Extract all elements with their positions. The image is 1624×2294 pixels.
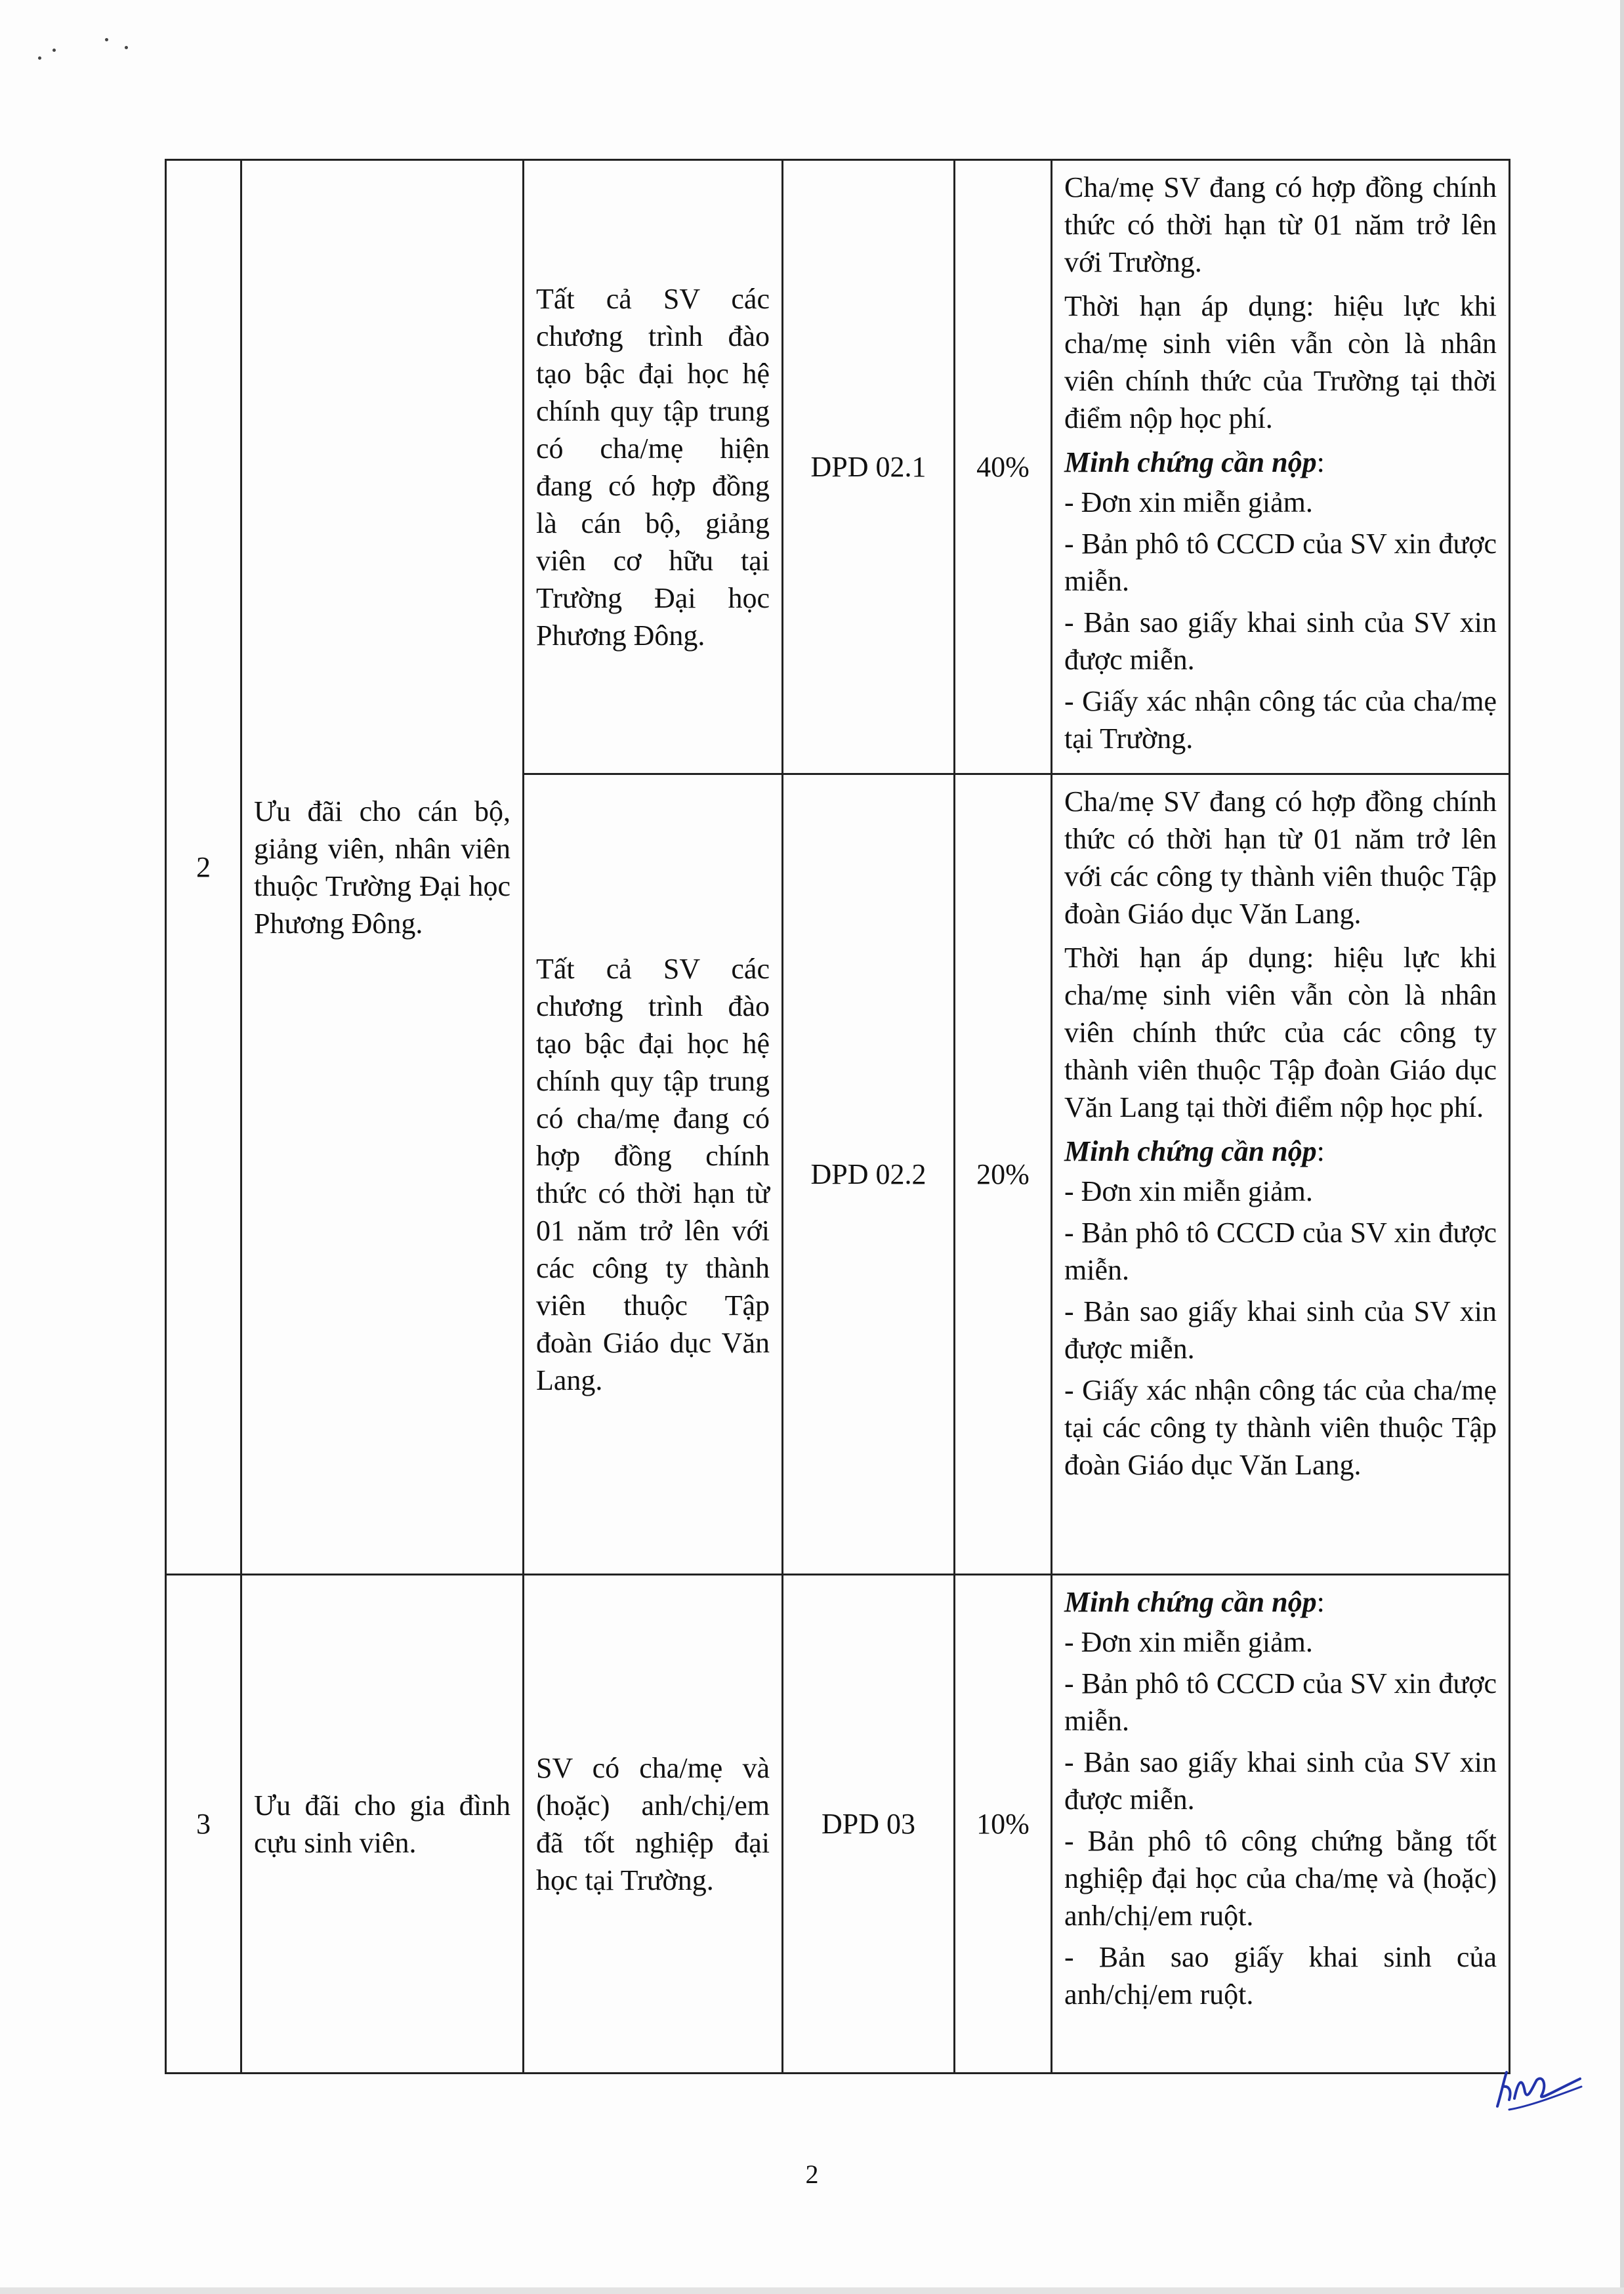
requirement-intro: Cha/mẹ SV đang có hợp đồng chính thức có thời hạn từ 01 năm trở lên với Trường. [1064, 171, 1497, 278]
category-cell [241, 1575, 524, 2074]
requirement-heading: Minh chứng cần nộp: [1064, 446, 1325, 478]
code-cell: DPD 03 [783, 1575, 955, 2074]
policy-table [165, 159, 1510, 2074]
code-cell: DPD 02.1 [783, 160, 955, 774]
requirement-item: - Bản phô tô CCCD của SV xin được miễn. [1064, 528, 1497, 597]
requirement-item: - Bản phô tô CCCD của SV xin được miễn. [1064, 1217, 1497, 1286]
requirement-item: - Bản sao giấy khai sinh của SV xin được miễn. [1064, 606, 1497, 676]
scan-speck [52, 49, 56, 52]
table-row [166, 1575, 1510, 2074]
requirement-item: - Bản phô tô CCCD của SV xin được miễn. [1064, 1667, 1497, 1737]
requirement-item: - Đơn xin miễn giảm. [1064, 1626, 1313, 1658]
condition-cell [524, 774, 783, 1575]
scan-edge-bottom [0, 2287, 1624, 2294]
condition-text: Tất cả SV các chương trình đào tạo bậc đại học hệ chính quy tập trung có cha/mẹ đang có hợp đồng chính thức có thời hạn từ 01 năm trở lên với các công ty thành viên thuộc Tập đoàn Giáo dục Văn Lang. [536, 952, 770, 1396]
requirement-item: - Đơn xin miễn giảm. [1064, 486, 1313, 518]
row-number: 3 [166, 1575, 241, 2074]
requirement-item: - Bản sao giấy khai sinh của SV xin được miễn. [1064, 1295, 1497, 1365]
requirements-cell [1052, 1575, 1510, 2074]
category-cell [241, 160, 524, 1575]
scan-speck [125, 46, 128, 49]
category-text: Ưu đãi cho gia đình cựu sinh viên. [254, 1789, 510, 1859]
condition-cell [524, 160, 783, 774]
requirements-cell [1052, 774, 1510, 1575]
requirement-item: - Đơn xin miễn giảm. [1064, 1175, 1313, 1207]
requirement-item: - Bản phô tô công chứng bằng tốt nghiệp đại học của cha/mẹ và (hoặc) anh/chị/em ruột. [1064, 1825, 1497, 1932]
rate-cell: 20% [955, 774, 1052, 1575]
row-number: 2 [166, 160, 241, 1575]
condition-cell [524, 1575, 783, 2074]
condition-text: SV có cha/mẹ và (hoặc) anh/chị/em đã tốt nghiệp đại học tại Trường. [536, 1751, 770, 1896]
scan-speck [38, 56, 41, 60]
requirement-item: - Bản sao giấy khai sinh của SV xin được miễn. [1064, 1746, 1497, 1816]
table-row [166, 160, 1510, 774]
page-number: 2 [805, 2159, 819, 2189]
category-text: Ưu đãi cho cán bộ, giảng viên, nhân viên thuộc Trường Đại học Phương Đông. [254, 795, 510, 940]
requirement-intro: Cha/mẹ SV đang có hợp đồng chính thức có thời hạn từ 01 năm trở lên với các công ty thành viên thuộc Tập đoàn Giáo dục Văn Lang. [1064, 785, 1497, 930]
rate-cell: 40% [955, 160, 1052, 774]
requirement-item: - Giấy xác nhận công tác của cha/mẹ tại các công ty thành viên thuộc Tập đoàn Giáo dục Văn Lang. [1064, 1374, 1497, 1481]
scan-speck [105, 38, 108, 41]
requirement-item: - Giấy xác nhận công tác của cha/mẹ tại Trường. [1064, 685, 1497, 755]
requirement-heading: Minh chứng cần nộp: [1064, 1586, 1325, 1618]
signature-initials [1489, 2060, 1588, 2119]
scan-edge-right [1620, 0, 1624, 2294]
requirement-heading: Minh chứng cần nộp: [1064, 1135, 1325, 1167]
requirement-item: - Bản sao giấy khai sinh của anh/chị/em ruột. [1064, 1941, 1497, 2011]
requirement-period: Thời hạn áp dụng: hiệu lực khi cha/mẹ sinh viên vẫn còn là nhân viên chính thức của Trường tại thời điểm nộp học phí. [1064, 290, 1497, 434]
rate-cell: 10% [955, 1575, 1052, 2074]
code-cell: DPD 02.2 [783, 774, 955, 1575]
condition-text: Tất cả SV các chương trình đào tạo bậc đại học hệ chính quy tập trung có cha/mẹ hiện đang có hợp đồng là cán bộ, giảng viên cơ hữu tại Trường Đại học Phương Đông. [536, 282, 770, 652]
requirement-period: Thời hạn áp dụng: hiệu lực khi cha/mẹ sinh viên vẫn còn là nhân viên chính thức của các công ty thành viên thuộc Tập đoàn Giáo dục Văn Lang tại thời điểm nộp học phí. [1064, 942, 1497, 1123]
requirements-cell [1052, 160, 1510, 774]
